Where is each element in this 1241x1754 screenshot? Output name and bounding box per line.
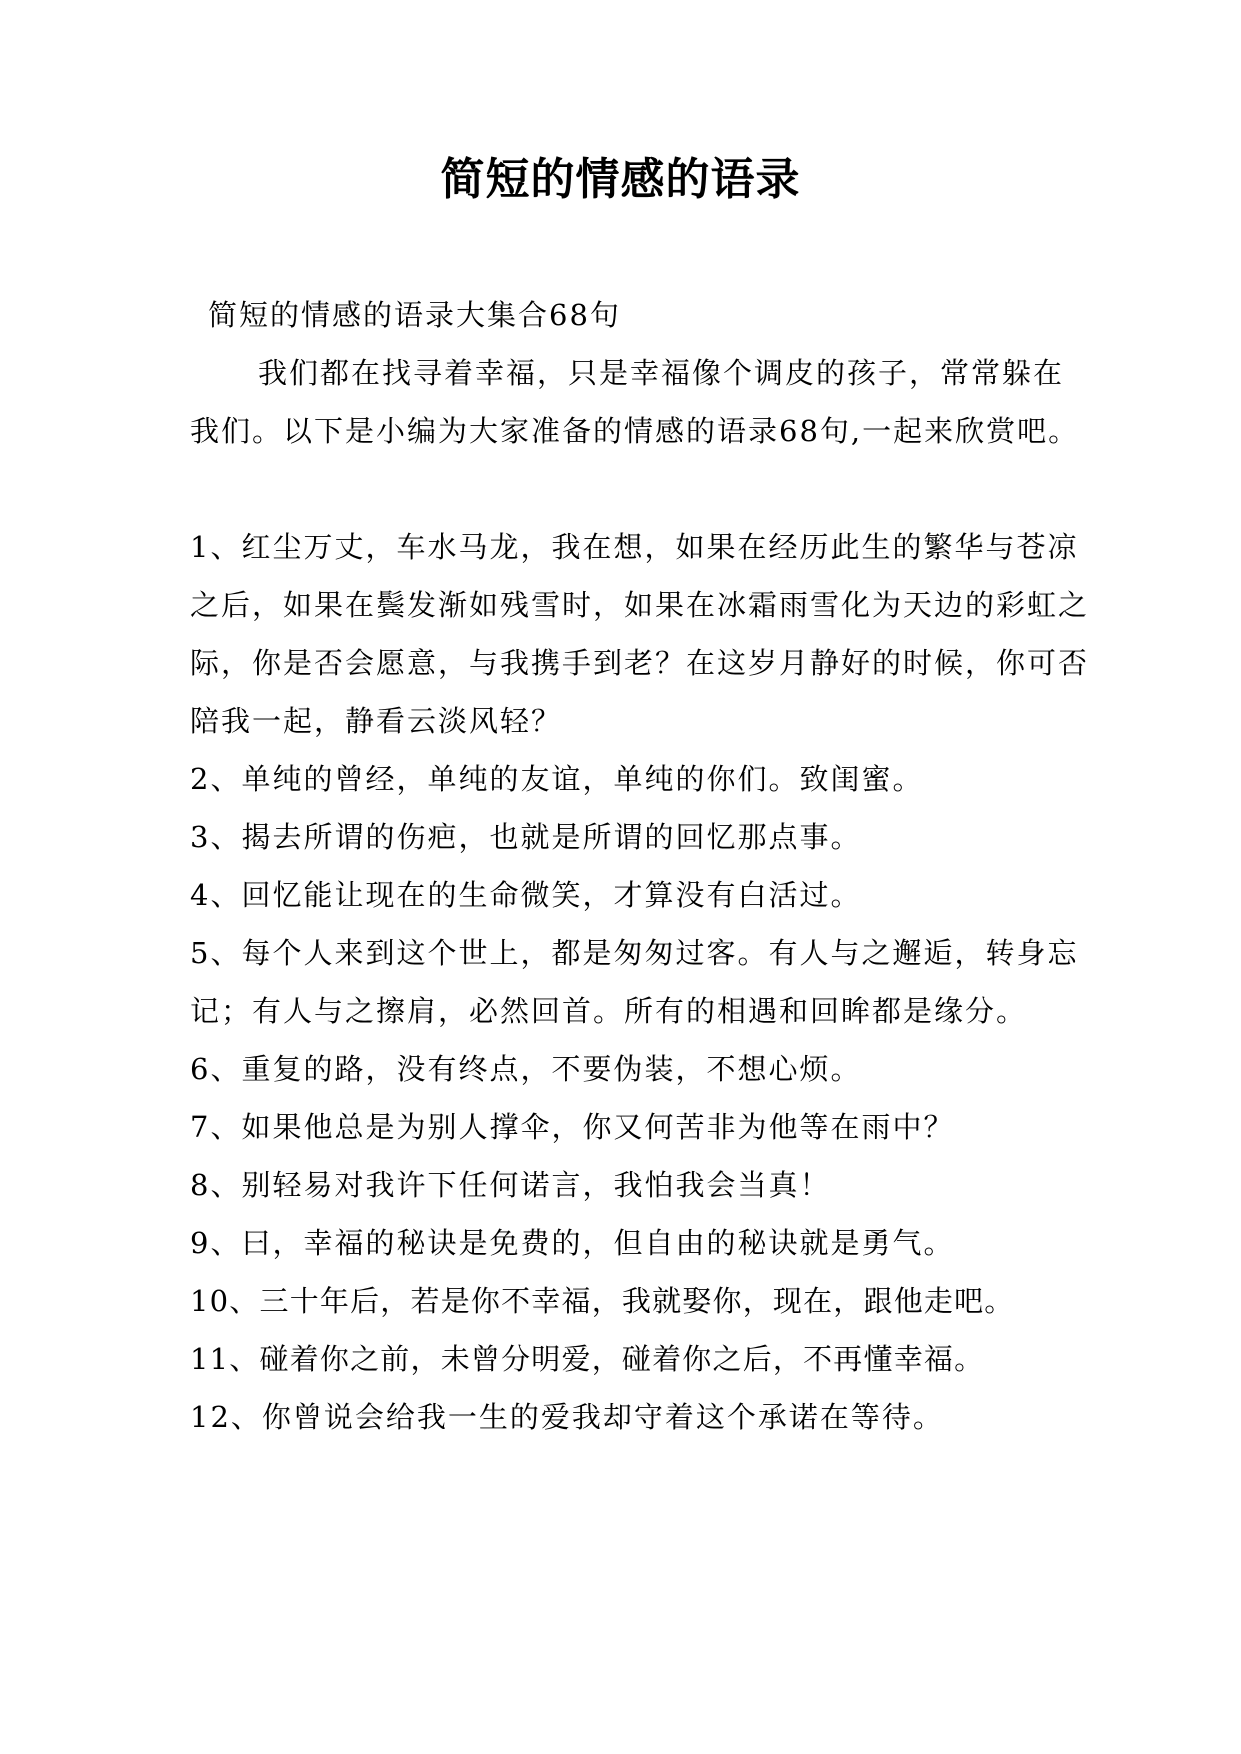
quote-item-6: 6、重复的路，没有终点，不要伪装，不想心烦。	[190, 1052, 862, 1086]
quote-item-2: 2、单纯的曾经，单纯的友谊，单纯的你们。致闺蜜。	[190, 762, 924, 796]
document-body	[190, 286, 1090, 1446]
quote-item-3: 3、揭去所谓的伤疤，也就是所谓的回忆那点事。	[190, 820, 862, 854]
quote-item-8: 8、别轻易对我许下任何诺言，我怕我会当真！	[190, 1168, 831, 1202]
intro-paragraph: 我们都在找寻着幸福，只是幸福像个调皮的孩子，常常躲在我们。以下是小编为大家准备的情感的语录68句,一起来欣赏吧。	[190, 356, 1080, 448]
quote-item-1: 1、红尘万丈，车水马龙，我在想，如果在经历此生的繁华与苍凉之后，如果在鬓发渐如残雪时，如果在冰霜雨雪化为天边的彩虹之际，你是否会愿意，与我携手到老？在这岁月静好的时候，你可否陪我一起，静看云淡风轻？	[190, 530, 1090, 738]
quote-item-11: 11、碰着你之前，未曾分明爱，碰着你之后，不再懂幸福。	[190, 1342, 985, 1376]
quote-item-9: 9、曰，幸福的秘诀是免费的，但自由的秘诀就是勇气。	[190, 1226, 955, 1260]
document-subtitle: 简短的情感的语录大集合68句	[208, 298, 621, 332]
quote-item-5: 5、每个人来到这个世上，都是匆匆过客。有人与之邂逅，转身忘记；有人与之擦肩，必然回首。所有的相遇和回眸都是缘分。	[190, 936, 1079, 1028]
quote-item-7: 7、如果他总是为别人撑伞，你又何苦非为他等在雨中？	[190, 1110, 955, 1144]
document-title: 简短的情感的语录	[440, 154, 801, 205]
quote-item-10: 10、三十年后，若是你不幸福，我就娶你，现在，跟他走吧。	[190, 1284, 1015, 1318]
quote-item-12: 12、你曾说会给我一生的爱我却守着这个承诺在等待。	[190, 1400, 944, 1434]
paragraph-gap	[190, 460, 1090, 518]
quote-item-4: 4、回忆能让现在的生命微笑，才算没有白活过。	[190, 878, 862, 912]
